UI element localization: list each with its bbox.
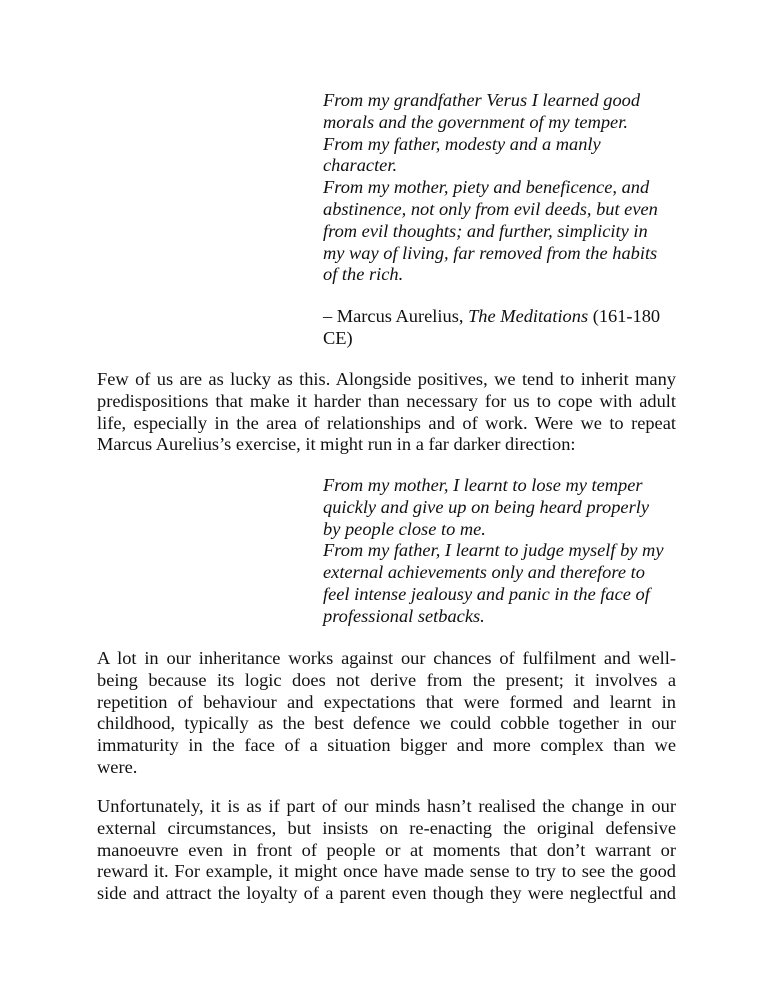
paragraph-line: A lot in our inheritance works against our chances of fulfilment and well-	[97, 648, 676, 668]
quote-line: From my father, I learnt to judge myself by my	[323, 540, 664, 561]
epigraph-line: from evil thoughts; and further, simplicity in	[323, 220, 648, 241]
block-quote	[323, 475, 683, 628]
paragraph-line: external circumstances, but insists on re-enacting the original defensive	[97, 817, 676, 838]
paragraph-line: Unfortunately, it is as if part of our minds hasn’t realised the change in our	[97, 796, 676, 816]
epigraph-line: of the rich.	[323, 264, 404, 285]
epigraph-line: my way of living, far removed from the habits	[323, 242, 658, 263]
quote-line: From my mother, I learnt to lose my temper	[323, 475, 643, 495]
quote-line: feel intense jealousy and panic in the face of	[323, 583, 650, 604]
body-paragraph-2	[97, 648, 676, 779]
quote-line: external achievements only and therefore to	[323, 562, 645, 583]
quote-line: quickly and give up on being heard properly	[323, 496, 650, 517]
epigraph-line: character.	[323, 155, 398, 176]
attribution-date-end: CE)	[323, 327, 353, 348]
attribution-work-title: The Meditations	[468, 306, 589, 326]
quote-line: professional setbacks.	[323, 605, 485, 626]
body-paragraph-3	[97, 796, 676, 905]
epigraph-line: From my mother, piety and beneficence, and	[323, 177, 650, 198]
paragraph-line: manoeuvre even in front of people or at moments that don’t warrant or	[97, 839, 676, 860]
paragraph-line: side and attract the loyalty of a parent even though they were neglectful and	[97, 883, 676, 904]
attribution-date: (161-180	[588, 306, 661, 326]
attribution-line	[323, 306, 683, 328]
paragraph-line: immaturity in the face of a situation bigger and more complex than we	[97, 735, 676, 756]
paragraph-line: Marcus Aurelius’s exercise, it might run in a far darker direction:	[97, 434, 576, 455]
paragraph-line: predispositions that make it harder than necessary for us to cope with adult	[97, 390, 676, 411]
body-paragraph-1	[97, 369, 676, 456]
epigraph-line: From my father, modesty and a manly	[323, 133, 601, 154]
epigraph-line: morals and the government of my temper.	[323, 111, 628, 132]
paragraph-line: childhood, typically as the best defence we could cobble together in our	[97, 713, 676, 734]
epigraph-line: From my grandfather Verus I learned good	[323, 90, 641, 110]
paragraph-line: reward it. For example, it might once have made sense to try to see the good	[97, 861, 676, 882]
epigraph-line: abstinence, not only from evil deeds, but even	[323, 198, 658, 219]
attribution-author: – Marcus Aurelius,	[323, 306, 469, 326]
epigraph-attribution	[323, 306, 683, 350]
paragraph-line: repetition of behaviour and expectations that were formed and learnt in	[97, 691, 676, 712]
epigraph-quote	[323, 90, 683, 286]
paragraph-line: being because its logic does not derive from the present; it involves a	[97, 669, 676, 690]
paragraph-line: life, especially in the area of relationships and of work. Were we to repeat	[97, 412, 676, 433]
quote-line: by people close to me.	[323, 518, 486, 539]
paragraph-line: Few of us are as lucky as this. Alongside positives, we tend to inherit many	[97, 369, 676, 389]
paragraph-line: were.	[97, 756, 138, 777]
